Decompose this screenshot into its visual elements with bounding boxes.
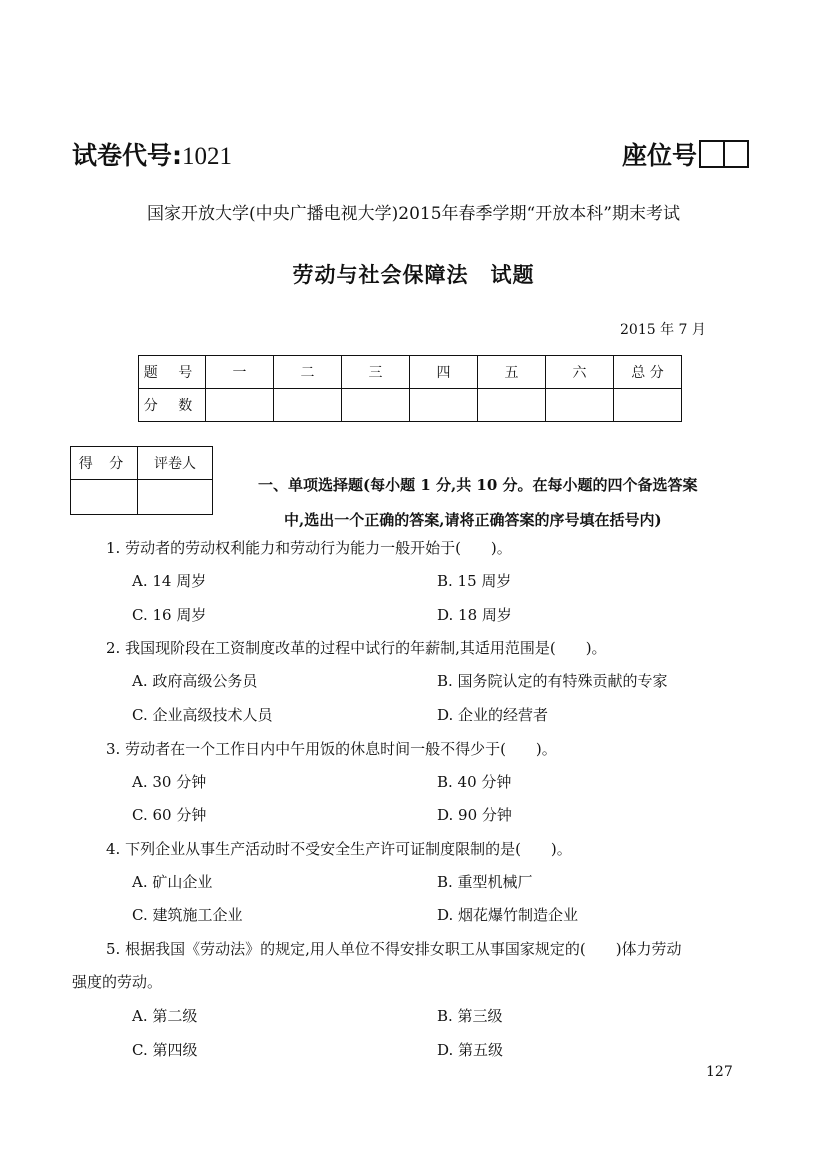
seat-box bbox=[699, 140, 725, 168]
grader-name-label: 评卷人 bbox=[138, 447, 213, 480]
section-line-2: 中,选出一个正确的答案,请将正确答案的序号填在括号内) bbox=[284, 511, 662, 529]
exam-code-label: 试卷代号: bbox=[72, 141, 182, 170]
q4-option-a: A. 矿山企业 bbox=[132, 873, 213, 891]
q3-option-b: B. 40 分钟 bbox=[437, 773, 512, 791]
score-col-1: 一 bbox=[206, 356, 274, 389]
exam-date: 2015 年 7 月 bbox=[620, 322, 706, 338]
q2-option-b: B. 国务院认定的有特殊贡献的专家 bbox=[437, 672, 668, 690]
page-number: 127 bbox=[706, 1064, 733, 1080]
score-col-3: 三 bbox=[342, 356, 410, 389]
grader-value-row bbox=[71, 480, 213, 515]
q3-option-a: A. 30 分钟 bbox=[132, 773, 207, 791]
score-row-label: 分 数 bbox=[139, 389, 206, 422]
q5-option-b: B. 第三级 bbox=[437, 1007, 503, 1025]
exam-code-number: 1021 bbox=[182, 143, 232, 170]
score-cell[interactable] bbox=[274, 389, 342, 422]
q4-option-d: D. 烟花爆竹制造企业 bbox=[437, 906, 579, 924]
score-cell[interactable] bbox=[478, 389, 546, 422]
score-value-row bbox=[139, 389, 682, 422]
score-col-6: 六 bbox=[546, 356, 614, 389]
exam-title: 劳动与社会保障法 试题 bbox=[292, 263, 535, 287]
score-cell[interactable] bbox=[614, 389, 682, 422]
grader-name-cell[interactable] bbox=[138, 480, 213, 515]
grader-table bbox=[70, 446, 213, 515]
section-instructions bbox=[258, 468, 758, 538]
seat-boxes bbox=[699, 140, 749, 168]
q2-option-a: A. 政府高级公务员 bbox=[132, 672, 258, 690]
score-col-2: 二 bbox=[274, 356, 342, 389]
q2-option-d: D. 企业的经营者 bbox=[437, 706, 549, 724]
exam-code bbox=[72, 136, 232, 172]
q5-option-d: D. 第五级 bbox=[437, 1041, 504, 1059]
score-col-total: 总 分 bbox=[614, 356, 682, 389]
q3-option-d: D. 90 分钟 bbox=[437, 806, 512, 824]
section-line-1: 一、单项选择题(每小题 1 分,共 10 分。在每小题的四个备选答案 bbox=[258, 476, 698, 494]
university-line: 国家开放大学(中央广播电视大学)2015年春季学期“开放本科”期末考试 bbox=[147, 204, 680, 224]
q4-option-b: B. 重型机械厂 bbox=[437, 873, 533, 891]
score-col-4: 四 bbox=[410, 356, 478, 389]
question-5-continued: 强度的劳动。 bbox=[72, 973, 163, 991]
question-2: 2. 我国现阶段在工资制度改革的过程中试行的年薪制,其适用范围是( )。 bbox=[106, 639, 607, 657]
grader-score-label: 得 分 bbox=[71, 447, 138, 480]
q5-option-a: A. 第二级 bbox=[132, 1007, 198, 1025]
question-1: 1. 劳动者的劳动权利能力和劳动行为能力一般开始于( )。 bbox=[106, 539, 512, 557]
score-col-5: 五 bbox=[478, 356, 546, 389]
score-cell[interactable] bbox=[206, 389, 274, 422]
score-header-label: 题 号 bbox=[139, 356, 206, 389]
q1-option-b: B. 15 周岁 bbox=[437, 572, 512, 590]
q3-option-c: C. 60 分钟 bbox=[132, 806, 207, 824]
q2-option-c: C. 企业高级技术人员 bbox=[132, 706, 273, 724]
seat-number bbox=[622, 136, 749, 172]
score-header-row bbox=[139, 356, 682, 389]
score-cell[interactable] bbox=[546, 389, 614, 422]
q1-option-c: C. 16 周岁 bbox=[132, 606, 207, 624]
q4-option-c: C. 建筑施工企业 bbox=[132, 906, 243, 924]
grader-header-row bbox=[71, 447, 213, 480]
q5-option-c: C. 第四级 bbox=[132, 1041, 198, 1059]
score-cell[interactable] bbox=[342, 389, 410, 422]
seat-box bbox=[725, 140, 749, 168]
q1-option-a: A. 14 周岁 bbox=[132, 572, 207, 590]
seat-label: 座位号 bbox=[622, 141, 698, 170]
question-4: 4. 下列企业从事生产活动时不受安全生产许可证制度限制的是( )。 bbox=[106, 840, 572, 858]
question-5: 5. 根据我国《劳动法》的规定,用人单位不得安排女职工从事国家规定的( )体力劳动 bbox=[106, 940, 682, 958]
q1-option-d: D. 18 周岁 bbox=[437, 606, 512, 624]
grader-score-cell[interactable] bbox=[71, 480, 138, 515]
question-3: 3. 劳动者在一个工作日内中午用饭的休息时间一般不得少于( )。 bbox=[106, 740, 557, 758]
score-table bbox=[138, 355, 682, 422]
score-cell[interactable] bbox=[410, 389, 478, 422]
